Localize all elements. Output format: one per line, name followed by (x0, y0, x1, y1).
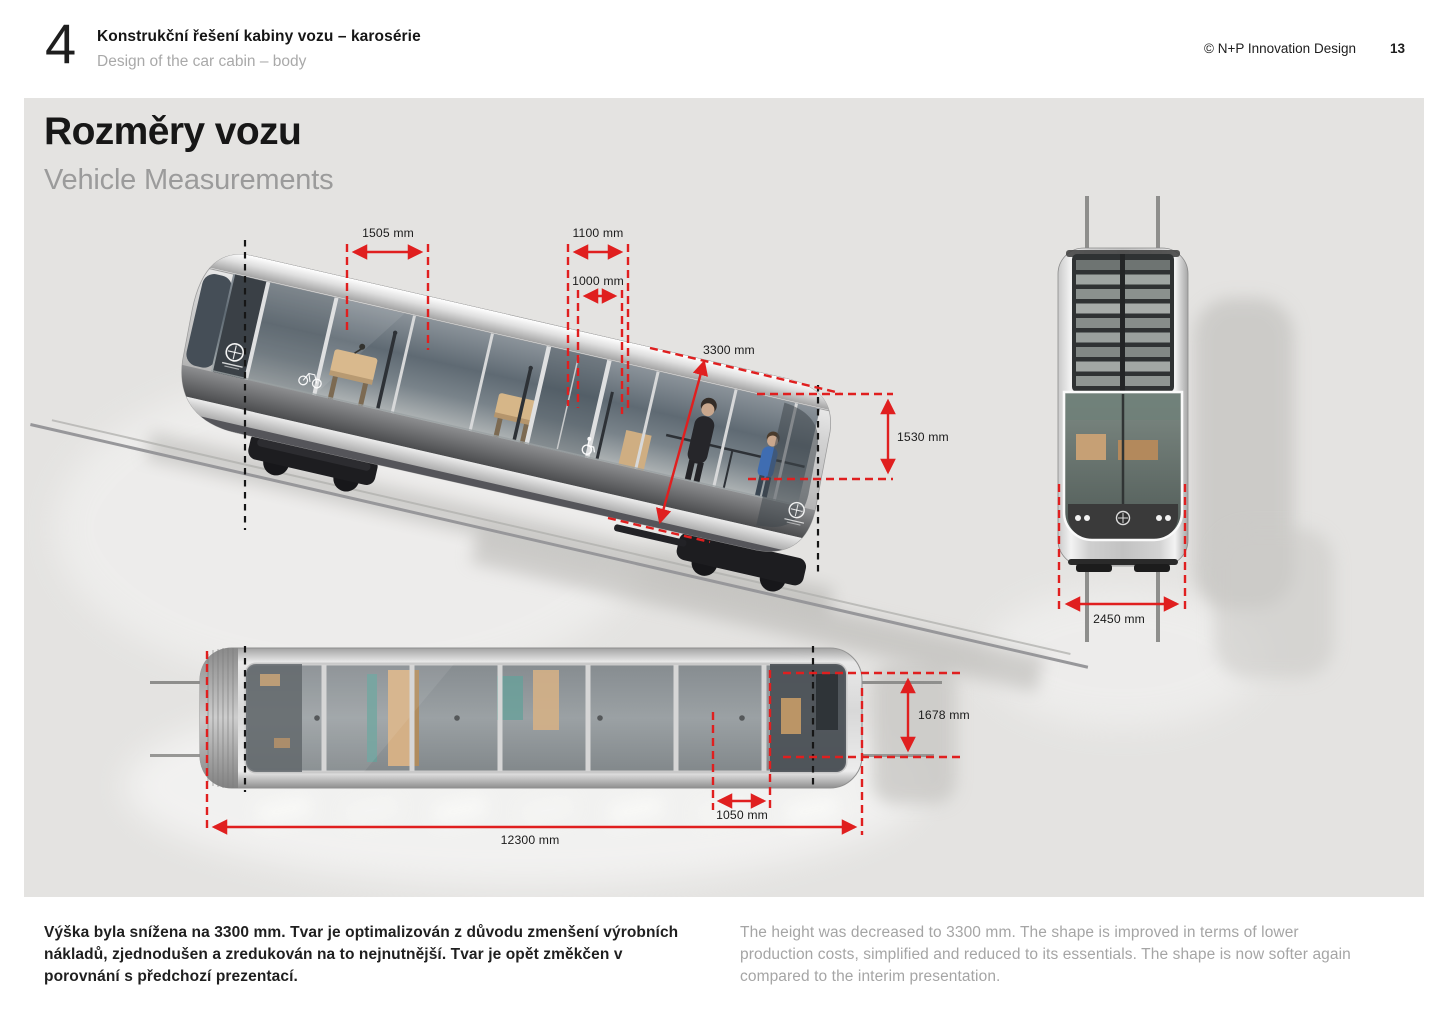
front-view-cast-shadow-lower (1214, 528, 1334, 678)
top-view-nose-cap (200, 648, 238, 788)
dim-label-1000: 1000 mm (572, 274, 624, 288)
slide-header (0, 0, 1448, 98)
dim-label-2450: 2450 mm (1093, 612, 1145, 626)
header-title-en: Design of the car cabin – body (97, 53, 307, 70)
dim-label-3300: 3300 mm (703, 343, 755, 357)
dim-label-1678: 1678 mm (918, 708, 970, 722)
chapter-number: 4 (45, 12, 75, 75)
dim-label-1530: 1530 mm (897, 430, 949, 444)
panel-title-en: Vehicle Measurements (44, 164, 334, 196)
vehicle-views-illustration (24, 98, 1424, 897)
header-right (1204, 41, 1405, 56)
top-view-side-shadow (872, 664, 956, 804)
header-title-cs: Konstrukční řešení kabiny vozu – karosérie (97, 28, 421, 45)
dim-label-1050: 1050 mm (716, 808, 768, 822)
copyright-text: © N+P Innovation Design (1204, 41, 1356, 56)
top-view-render (150, 648, 956, 828)
slide-footer (44, 922, 1404, 988)
footer-text-cs: Výška byla snížena na 3300 mm. Tvar je optimalizován z důvodu zmenšení výrobních nákladů, zjednodušen a zredukován na to nejnutnější. Tvar je opět změkčen v porovnání s předchozí prezentací. (44, 924, 679, 985)
dim-label-12300: 12300 mm (500, 833, 560, 847)
front-view-logo (1117, 512, 1130, 525)
header-titles (97, 28, 421, 71)
page-number: 13 (1389, 41, 1405, 56)
dim-label-1505: 1505 mm (362, 226, 414, 240)
front-view-roof-mullion (1120, 254, 1125, 392)
footer-text-en: The height was decreased to 3300 mm. The shape is improved in terms of lower production costs, simplified and reduced to its essentials. The shape is now softer again compared to the interim presentation. (740, 924, 1351, 985)
dim-label-1100: 1100 mm (572, 226, 624, 240)
measurements-panel (24, 98, 1424, 897)
panel-title-cs: Rozměry vozu (44, 110, 302, 153)
